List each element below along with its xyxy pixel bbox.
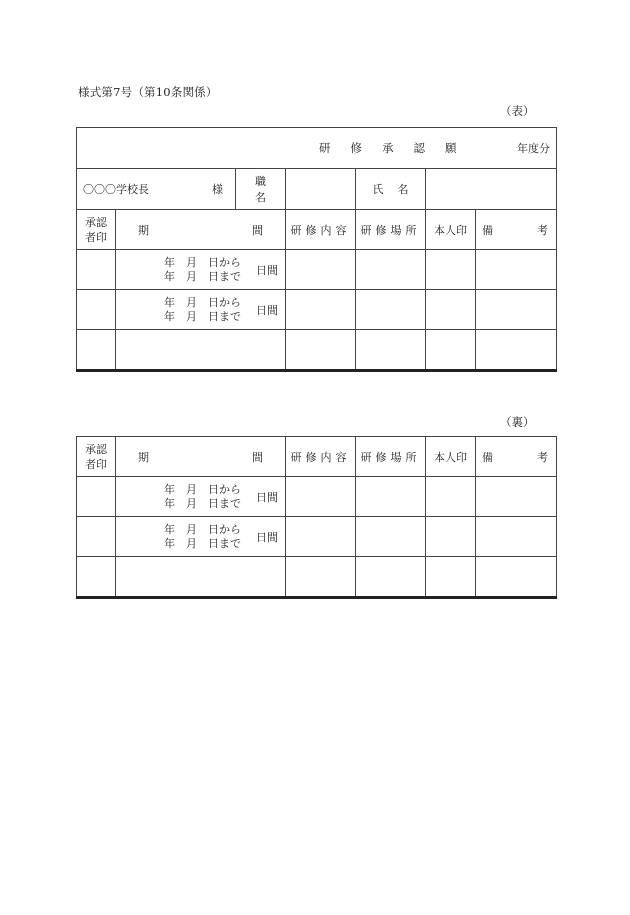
remarks-field[interactable] bbox=[476, 250, 557, 290]
approver-header-l1: 承認 bbox=[85, 215, 107, 229]
period-field[interactable] bbox=[116, 290, 286, 330]
content-field[interactable] bbox=[286, 477, 356, 517]
content-field[interactable] bbox=[286, 330, 356, 371]
period-field[interactable] bbox=[116, 250, 286, 290]
period-field[interactable] bbox=[116, 517, 286, 557]
name-label: 氏名 bbox=[372, 183, 423, 196]
position-field[interactable] bbox=[286, 169, 356, 210]
approver-header-l2: 者印 bbox=[85, 457, 107, 471]
period-from: 年 月 日から bbox=[164, 296, 241, 309]
approver-header-l2: 者印 bbox=[85, 230, 107, 244]
place-field[interactable] bbox=[356, 517, 426, 557]
position-label: 職名 bbox=[255, 175, 280, 204]
place-field[interactable] bbox=[356, 557, 426, 598]
seal-field[interactable] bbox=[426, 477, 476, 517]
period-field[interactable] bbox=[116, 477, 286, 517]
content-header: 研修内容 bbox=[286, 437, 356, 477]
back-side-label: （裏） bbox=[500, 415, 535, 429]
document-title: 研修承認願 bbox=[319, 141, 477, 155]
remarks-header bbox=[476, 437, 557, 477]
period-days: 日間 bbox=[256, 530, 278, 544]
approver-header bbox=[77, 437, 116, 477]
table-row bbox=[77, 477, 557, 517]
fiscal-year-label: 年度分 bbox=[517, 142, 551, 155]
back-table bbox=[76, 436, 557, 599]
period-field[interactable] bbox=[116, 330, 286, 371]
seal-field[interactable] bbox=[426, 330, 476, 371]
seal-header: 本人印 bbox=[426, 437, 476, 477]
period-field[interactable] bbox=[116, 557, 286, 598]
place-header: 研修場所 bbox=[356, 437, 426, 477]
period-to: 年 月 日まで bbox=[164, 270, 241, 283]
approver-header-l1: 承認 bbox=[85, 442, 107, 456]
remarks-field[interactable] bbox=[476, 330, 557, 371]
period-header bbox=[116, 210, 286, 250]
table-row bbox=[77, 557, 557, 598]
position-label-cell bbox=[236, 169, 286, 210]
remarks-field[interactable] bbox=[476, 557, 557, 598]
period-from: 年 月 日から bbox=[164, 256, 241, 269]
period-from: 年 月 日から bbox=[164, 483, 241, 496]
place-field[interactable] bbox=[356, 290, 426, 330]
remarks-header bbox=[476, 210, 557, 250]
approver-seal-field[interactable] bbox=[77, 517, 116, 557]
content-field[interactable] bbox=[286, 290, 356, 330]
school-name: 〇〇〇学校長 bbox=[83, 183, 149, 196]
place-header: 研修場所 bbox=[356, 210, 426, 250]
period-days: 日間 bbox=[256, 303, 278, 317]
table-row bbox=[77, 517, 557, 557]
honorific: 様 bbox=[212, 183, 223, 196]
period-to: 年 月 日まで bbox=[164, 537, 241, 550]
table-row bbox=[77, 330, 557, 371]
approver-seal-field[interactable] bbox=[77, 477, 116, 517]
approver-header bbox=[77, 210, 116, 250]
remarks-header-right: 考 bbox=[537, 223, 549, 237]
period-to: 年 月 日まで bbox=[164, 497, 241, 510]
seal-field[interactable] bbox=[426, 290, 476, 330]
place-field[interactable] bbox=[356, 477, 426, 517]
content-field[interactable] bbox=[286, 250, 356, 290]
title-row bbox=[77, 128, 557, 169]
name-label-cell bbox=[356, 169, 426, 210]
period-to: 年 月 日まで bbox=[164, 310, 241, 323]
approver-seal-field[interactable] bbox=[77, 557, 116, 598]
remarks-field[interactable] bbox=[476, 517, 557, 557]
period-from: 年 月 日から bbox=[164, 523, 241, 536]
table-row bbox=[77, 250, 557, 290]
addressee-cell bbox=[77, 169, 236, 210]
approver-seal-field[interactable] bbox=[77, 250, 116, 290]
content-field[interactable] bbox=[286, 557, 356, 598]
approver-seal-field[interactable] bbox=[77, 290, 116, 330]
front-table bbox=[76, 127, 557, 372]
remarks-field[interactable] bbox=[476, 290, 557, 330]
period-header bbox=[116, 437, 286, 477]
content-field[interactable] bbox=[286, 517, 356, 557]
front-side-label: （表） bbox=[500, 104, 535, 118]
period-header-left: 期 bbox=[138, 223, 149, 237]
period-header-right: 間 bbox=[252, 223, 263, 237]
seal-header: 本人印 bbox=[426, 210, 476, 250]
table-row bbox=[77, 290, 557, 330]
remarks-header-right: 考 bbox=[537, 450, 548, 464]
approver-seal-field[interactable] bbox=[77, 330, 116, 371]
seal-field[interactable] bbox=[426, 250, 476, 290]
form-number: 様式第7号（第10条関係） bbox=[78, 85, 218, 99]
period-header-right: 間 bbox=[252, 450, 263, 464]
period-days: 日間 bbox=[256, 490, 278, 504]
seal-field[interactable] bbox=[426, 517, 476, 557]
remarks-field[interactable] bbox=[476, 477, 557, 517]
remarks-header-left: 備 bbox=[482, 450, 493, 464]
name-field[interactable] bbox=[426, 169, 557, 210]
seal-field[interactable] bbox=[426, 557, 476, 598]
period-days: 日間 bbox=[256, 263, 278, 277]
period-header-left: 期 bbox=[138, 450, 149, 464]
place-field[interactable] bbox=[356, 330, 426, 371]
content-header: 研修内容 bbox=[286, 210, 356, 250]
remarks-header-left: 備 bbox=[482, 223, 493, 237]
place-field[interactable] bbox=[356, 250, 426, 290]
